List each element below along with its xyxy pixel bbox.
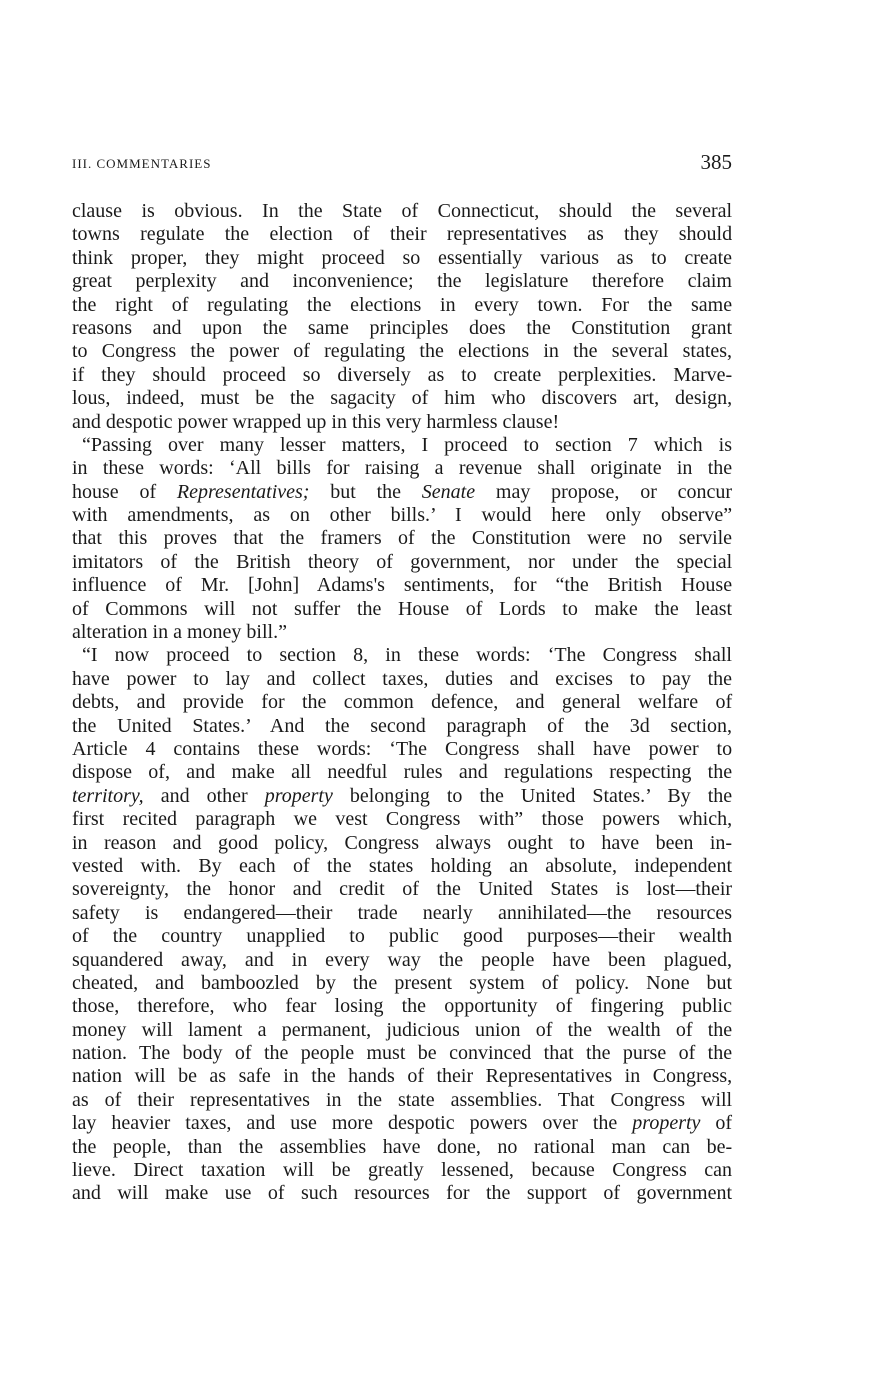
text-line: dispose of, and make all needful rules and regulations respecting the — [72, 761, 733, 784]
text-line: “Passing over many lesser matters, I proceed to section 7 which is — [82, 433, 732, 456]
text-line: vested with. By each of the states holding an absolute, independent — [72, 854, 733, 877]
text-line: safety is endangered—their trade nearly annihilated—the resources — [72, 901, 733, 924]
text-line: have power to lay and collect taxes, duties and excises to pay the — [72, 667, 732, 690]
text-line: of Commons will not suffer the House of Lords to make the least — [72, 597, 733, 620]
text-line: lous, indeed, must be the sagacity of him who discovers art, design, — [72, 387, 733, 410]
text-line: squandered away, and in every way the people have been plagued, — [72, 948, 732, 971]
text-line: to Congress the power of regulating the elections in the several states, — [72, 340, 733, 363]
text-line: nation. The body of the people must be convinced that the purse of the — [72, 1042, 733, 1065]
text-line: cheated, and bamboozled by the present system of policy. None but — [72, 971, 733, 994]
text-line: the United States.’ And the second paragraph of the 3d section, — [72, 714, 733, 737]
text-line: towns regulate the election of their representatives as they should — [72, 223, 733, 246]
text-line: and will make use of such resources for the support of government — [72, 1182, 732, 1205]
text-line: that this proves that the framers of the Constitution were no servile — [72, 527, 733, 550]
text-line: Article 4 contains these words: ‘The Congress shall have power to — [72, 737, 733, 760]
page-number: 385 — [700, 150, 732, 174]
text-line: the right of regulating the elections in every town. For the same — [72, 293, 733, 316]
text-line: lay heavier taxes, and use more despotic powers over the property of — [72, 1112, 733, 1135]
text-line: those, therefore, who fear losing the opportunity of fingering public — [72, 995, 732, 1018]
text-line: with amendments, as on other bills.’ I would here only observe” — [72, 504, 733, 527]
text-line: if they should proceed so diversely as to create perplexities. Marve- — [72, 363, 733, 386]
text-line: and despotic power wrapped up in this very harmless clause! — [72, 410, 560, 433]
text-line: house of Representatives; but the Senate may propose, or concur — [72, 480, 733, 503]
text-line: the people, than the assemblies have done, no rational man can be- — [72, 1135, 733, 1158]
text-line: influence of Mr. [John] Adams's sentiments, for “the British House — [72, 574, 733, 597]
text-line: imitators of the British theory of government, nor under the special — [72, 550, 733, 573]
text-line: in reason and good policy, Congress always ought to have been in- — [72, 831, 733, 854]
text-line: of the country unapplied to public good purposes—their wealth — [72, 925, 733, 948]
text-line: “I now proceed to section 8, in these words: ‘The Congress shall — [82, 644, 732, 667]
text-line: first recited paragraph we vest Congress with” those powers which, — [72, 808, 733, 831]
text-line: as of their representatives in the state assemblies. That Congress will — [72, 1088, 733, 1111]
text-line: debts, and provide for the common defence, and general welfare of — [72, 691, 733, 714]
text-line: money will lament a permanent, judicious union of the wealth of the — [72, 1018, 733, 1041]
text-line: in these words: ‘All bills for raising a revenue shall originate in the — [72, 457, 733, 480]
section-title: III. COMMENTARIES — [72, 156, 212, 171]
running-head — [72, 150, 732, 180]
body-text — [72, 200, 732, 1206]
text-line: territory, and other property belonging to the United States.’ By the — [72, 784, 733, 807]
text-line: clause is obvious. In the State of Connecticut, should the several — [72, 200, 733, 222]
text-line: great perplexity and inconvenience; the legislature therefore claim — [72, 270, 732, 293]
text-line: think proper, they might proceed so essentially various as to create — [72, 246, 733, 269]
text-line: lieve. Direct taxation will be greatly lessened, because Congress can — [72, 1159, 733, 1182]
text-line: alteration in a money bill.” — [72, 621, 287, 644]
text-line: sovereignty, the honor and credit of the United States is lost—their — [72, 878, 733, 901]
text-line: reasons and upon the same principles does the Constitution grant — [72, 316, 733, 339]
text-line: nation will be as safe in the hands of their Representatives in Congress, — [72, 1065, 733, 1088]
